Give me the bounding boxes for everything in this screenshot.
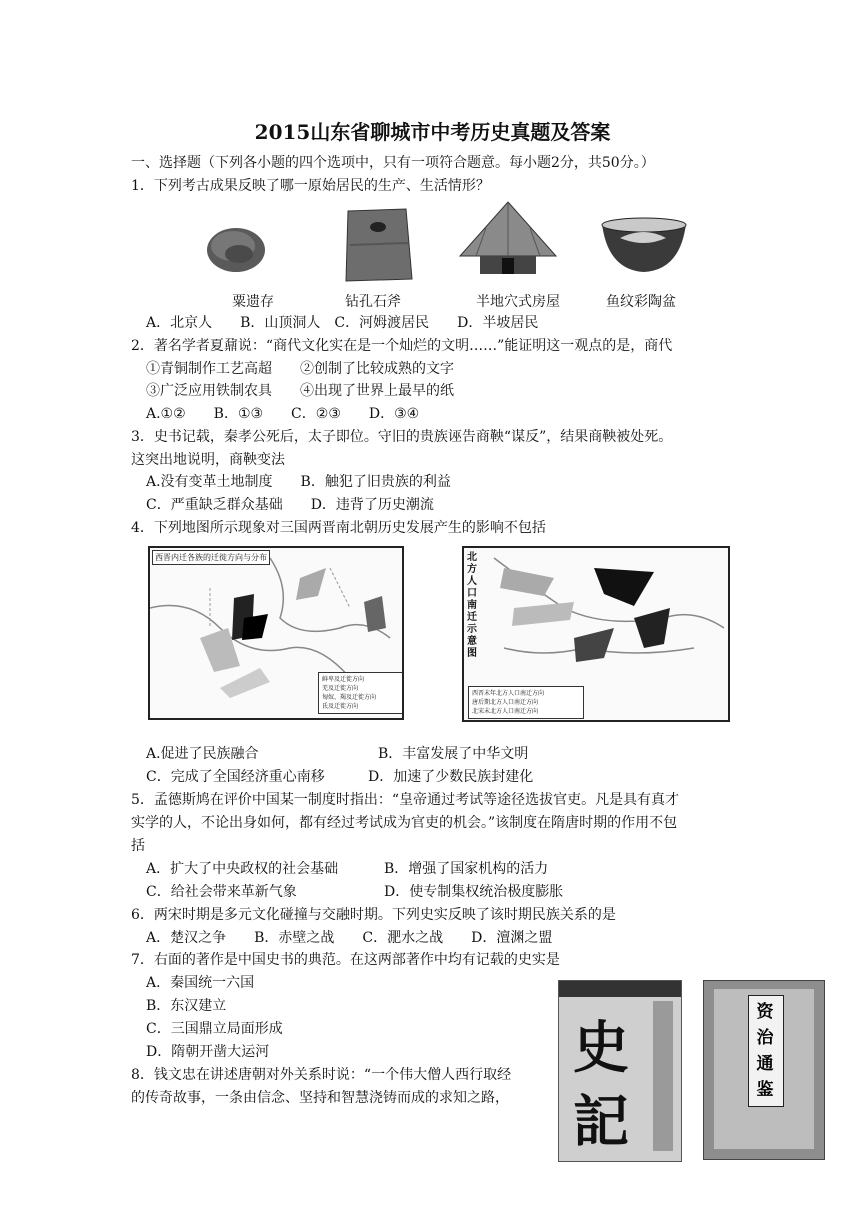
q4-stem: 4．下列地图所示现象对三国两晋南北朝历史发展产生的影响不包括 (131, 520, 546, 536)
q7-option-c: C．三国鼎立局面形成 (146, 1021, 283, 1037)
caption-pottery: 鱼纹彩陶盆 (606, 294, 676, 310)
q2-line3: ③广泛应用铁制农具 ④出现了世界上最早的纸 (146, 383, 454, 399)
page-title: 2015山东省聊城市中考历史真题及答案 (254, 120, 611, 144)
q7-option-a: A．秦国统一六国 (146, 975, 255, 991)
zizhi-tongjian-book-image (703, 980, 825, 1160)
q5-option-b: B．增强了国家机构的活力 (384, 861, 549, 877)
q7-option-d: D．隋朝开凿大运河 (146, 1044, 270, 1060)
zizhi-tongjian-title: 资治通鉴 (756, 1002, 774, 1100)
q4-option-c: C．完成了全国经济重心南移 (146, 769, 325, 785)
q8-stem-1: 8．钱文忠在讲述唐朝对外关系时说：“一个伟大僧人西行取经 (131, 1067, 512, 1083)
q2-stem: 2．著名学者夏鼐说：“商代文化实在是一个灿烂的文明……”能证明这一观点的是，商代 (131, 338, 673, 354)
map1-legend-item: 鲜卑及迁徙方向 (322, 676, 365, 683)
q5-option-c: C．给社会带来革新气象 (146, 884, 297, 900)
map1-legend-item: 羌及迁徙方向 (322, 685, 359, 692)
map2-legend (468, 686, 584, 719)
q8-stem-2: 的传奇故事，一条由信念、坚持和智慧浇铸而成的求知之路， (131, 1090, 509, 1106)
shiji-book-image (558, 980, 682, 1162)
q3-stem-2: 这突出地说明，商鞅变法 (131, 452, 285, 468)
map2-legend-item: 西晋末年北方人口南迁方向 (472, 690, 545, 697)
q1-options: A．北京人 B．山顶洞人 C．河姆渡居民 D．半坡居民 (146, 315, 539, 331)
map1-legend-item: 匈奴、羯及迁徙方向 (322, 694, 377, 701)
q4-option-a: A.促进了民族融合 (146, 746, 259, 762)
q5-stem-2: 实学的人，不论出身如何，都有经过考试成为官吏的机会。”该制度在隋唐时期的作用不包 (131, 815, 678, 831)
map-north-south-migration (462, 546, 730, 722)
fish-pattern-pottery-basin-image (600, 216, 688, 274)
q2-line2: ①青铜制作工艺高超 ②创制了比较成熟的文字 (146, 361, 454, 377)
map2-title: 北方人口南迁示意图 (467, 552, 477, 659)
caption-millet: 粟遗存 (232, 294, 274, 310)
section-heading: 一、选择题（下列各小题的四个选项中，只有一项符合题意。每小题2分，共50分。） (131, 155, 655, 171)
q7-option-b: B．东汉建立 (146, 998, 227, 1014)
q6-options: A．楚汉之争 B．赤壁之战 C．淝水之战 D．澶渊之盟 (146, 930, 553, 946)
map1-legend (318, 672, 404, 714)
map2-legend-item: 唐后期北方人口南迁方向 (472, 699, 539, 706)
q3-options-cd: C．严重缺乏群众基础 D．违背了历史潮流 (146, 497, 434, 513)
q1-stem: 1．下列考古成果反映了哪一原始居民的生产、生活情形？ (131, 178, 490, 194)
map1-legend-item: 氐及迁徙方向 (322, 703, 359, 710)
q5-stem-1: 5．孟德斯鸠在评价中国某一制度时指出：“皇帝通过考试等途径选拔官吏。凡是具有真才 (131, 792, 680, 808)
q4-option-b: B．丰富发展了中华文明 (378, 746, 529, 762)
caption-house: 半地穴式房屋 (476, 294, 560, 310)
map2-legend-item: 北宋末北方人口南迁方向 (472, 708, 539, 715)
q5-option-d: D．使专制集权统治极度膨胀 (384, 884, 564, 900)
caption-stone-axe: 钻孔石斧 (345, 294, 401, 310)
q3-stem-1: 3．史书记载，秦孝公死后，太子即位。守旧的贵族诬告商鞅“谋反”，结果商鞅被处死。 (131, 429, 673, 445)
millet-remains-image (205, 216, 267, 276)
stone-axe-image (340, 205, 416, 285)
q6-stem: 6．两宋时期是多元文化碰撞与交融时期。下列史实反映了该时期民族关系的是 (131, 907, 616, 923)
shiji-title: 史記 (573, 1015, 629, 1155)
map1-title: 西晋内迁各族的迁徙方向与分布 (152, 550, 270, 565)
q3-options-ab: A.没有变革土地制度 B．触犯了旧贵族的利益 (146, 474, 451, 490)
q5-option-a: A．扩大了中央政权的社会基础 (146, 861, 339, 877)
semi-subterranean-house-image (456, 200, 560, 280)
q4-option-d: D．加速了少数民族封建化 (368, 769, 534, 785)
map-western-jin-migration (148, 546, 404, 720)
q7-stem: 7．右面的著作是中国史书的典范。在这两部著作中均有记载的史实是 (131, 952, 560, 968)
q5-stem-3: 括 (131, 838, 145, 854)
q2-options: A.①② B．①③ C．②③ D．③④ (146, 406, 420, 422)
